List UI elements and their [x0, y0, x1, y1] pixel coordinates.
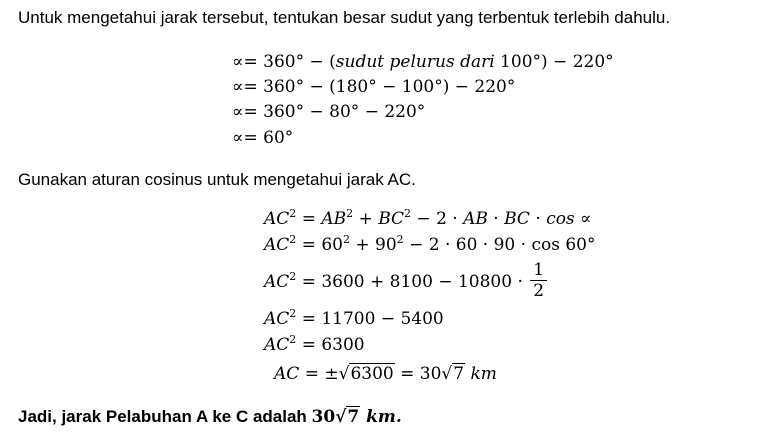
exponent: 2 [289, 333, 297, 346]
sum-expr: = 3600 + 8100 − 10800 · [296, 272, 523, 292]
alpha-symbol: ∝ [232, 52, 244, 72]
cosine-line-5 [264, 335, 365, 355]
conclusion-sqrt [335, 407, 360, 427]
angle-step-4 [232, 128, 293, 148]
angle-step-1-italic: sudut pelurus dari [335, 52, 495, 72]
cosine-line-1 [264, 209, 592, 229]
radicand: 7 [347, 407, 360, 427]
var-bc: BC [504, 209, 530, 229]
conclusion [18, 407, 402, 427]
var-ac: AC [264, 235, 290, 255]
exponent: 2 [342, 233, 350, 246]
var-bc: BC [378, 209, 405, 229]
var-ab: AB [321, 209, 347, 229]
cosine-intro-text: Gunakan aturan cosinus untuk mengetahui jarak AC. [18, 170, 416, 189]
angle-step-2 [232, 77, 515, 97]
alpha-symbol: ∝ [232, 128, 244, 148]
term-90: + 90 [349, 235, 397, 255]
sqrt-7 [441, 364, 465, 384]
angle-step-4-expr: = 60° [243, 128, 294, 148]
equals: = [296, 209, 322, 229]
plus-minus: = ± [299, 364, 339, 384]
term-product: − 2 · 60 · 90 · cos 60° [403, 235, 596, 255]
unit-km: km [465, 364, 497, 384]
intro-text: Untuk mengetahui jarak tersebut, tentukan besar sudut yang terbentuk terlebih dahulu. [18, 8, 671, 27]
var-ab: AB [463, 209, 488, 229]
exponent: 2 [289, 233, 297, 246]
angle-step-3-expr: = 360° − 80° − 220° [243, 102, 426, 122]
var-ac: AC [264, 309, 290, 329]
plus: + [353, 209, 379, 229]
value-expr: = 6300 [296, 335, 365, 355]
sqrt-6300 [339, 364, 395, 384]
radicand: 7 [453, 364, 465, 384]
cos-function: cos [546, 209, 575, 229]
sqrt-icon: √ [338, 364, 350, 384]
fraction-one-half [530, 260, 547, 301]
term-60: = 60 [296, 235, 343, 255]
conclusion-text: Jadi, jarak Pelabuhan A ke C adalah [18, 407, 312, 426]
exponent: 2 [404, 207, 412, 220]
exponent: 2 [289, 307, 297, 320]
var-ac: AC [264, 335, 290, 355]
exponent: 2 [289, 270, 297, 283]
exponent: 2 [289, 207, 297, 220]
exponent: 2 [396, 233, 404, 246]
angle-step-2-expr: = 360° − (180° − 100°) − 220° [243, 77, 516, 97]
fraction-numerator: 1 [530, 260, 547, 281]
sqrt-icon: √ [335, 407, 347, 427]
alpha-symbol: ∝ [232, 77, 244, 97]
conclusion-unit: km. [360, 407, 402, 427]
difference-expr: = 11700 − 5400 [296, 309, 444, 329]
var-ac: AC [274, 364, 300, 384]
angle-step-3 [232, 102, 425, 122]
angle-step-1-expr: = 360° − ( [243, 52, 336, 72]
var-ac: AC [264, 272, 290, 292]
cosine-line-3 [264, 262, 547, 303]
cosine-line-6 [274, 364, 497, 384]
var-ac: AC [264, 209, 290, 229]
alpha-symbol: ∝ [232, 102, 244, 122]
alpha-symbol: ∝ [574, 209, 592, 229]
angle-step-1 [232, 52, 614, 72]
radicand: 6300 [350, 364, 394, 384]
cosine-line-2 [264, 235, 595, 255]
fraction-denominator: 2 [533, 281, 545, 301]
exponent: 2 [346, 207, 354, 220]
dot: · [529, 209, 547, 229]
sqrt-icon: √ [441, 364, 453, 384]
angle-step-1-tail: 100°) − 220° [494, 52, 614, 72]
coefficient: = 30 [394, 364, 442, 384]
minus-two: − 2 · [411, 209, 464, 229]
dot: · [487, 209, 505, 229]
cosine-line-4 [264, 309, 444, 329]
conclusion-value: 30 [311, 407, 336, 427]
